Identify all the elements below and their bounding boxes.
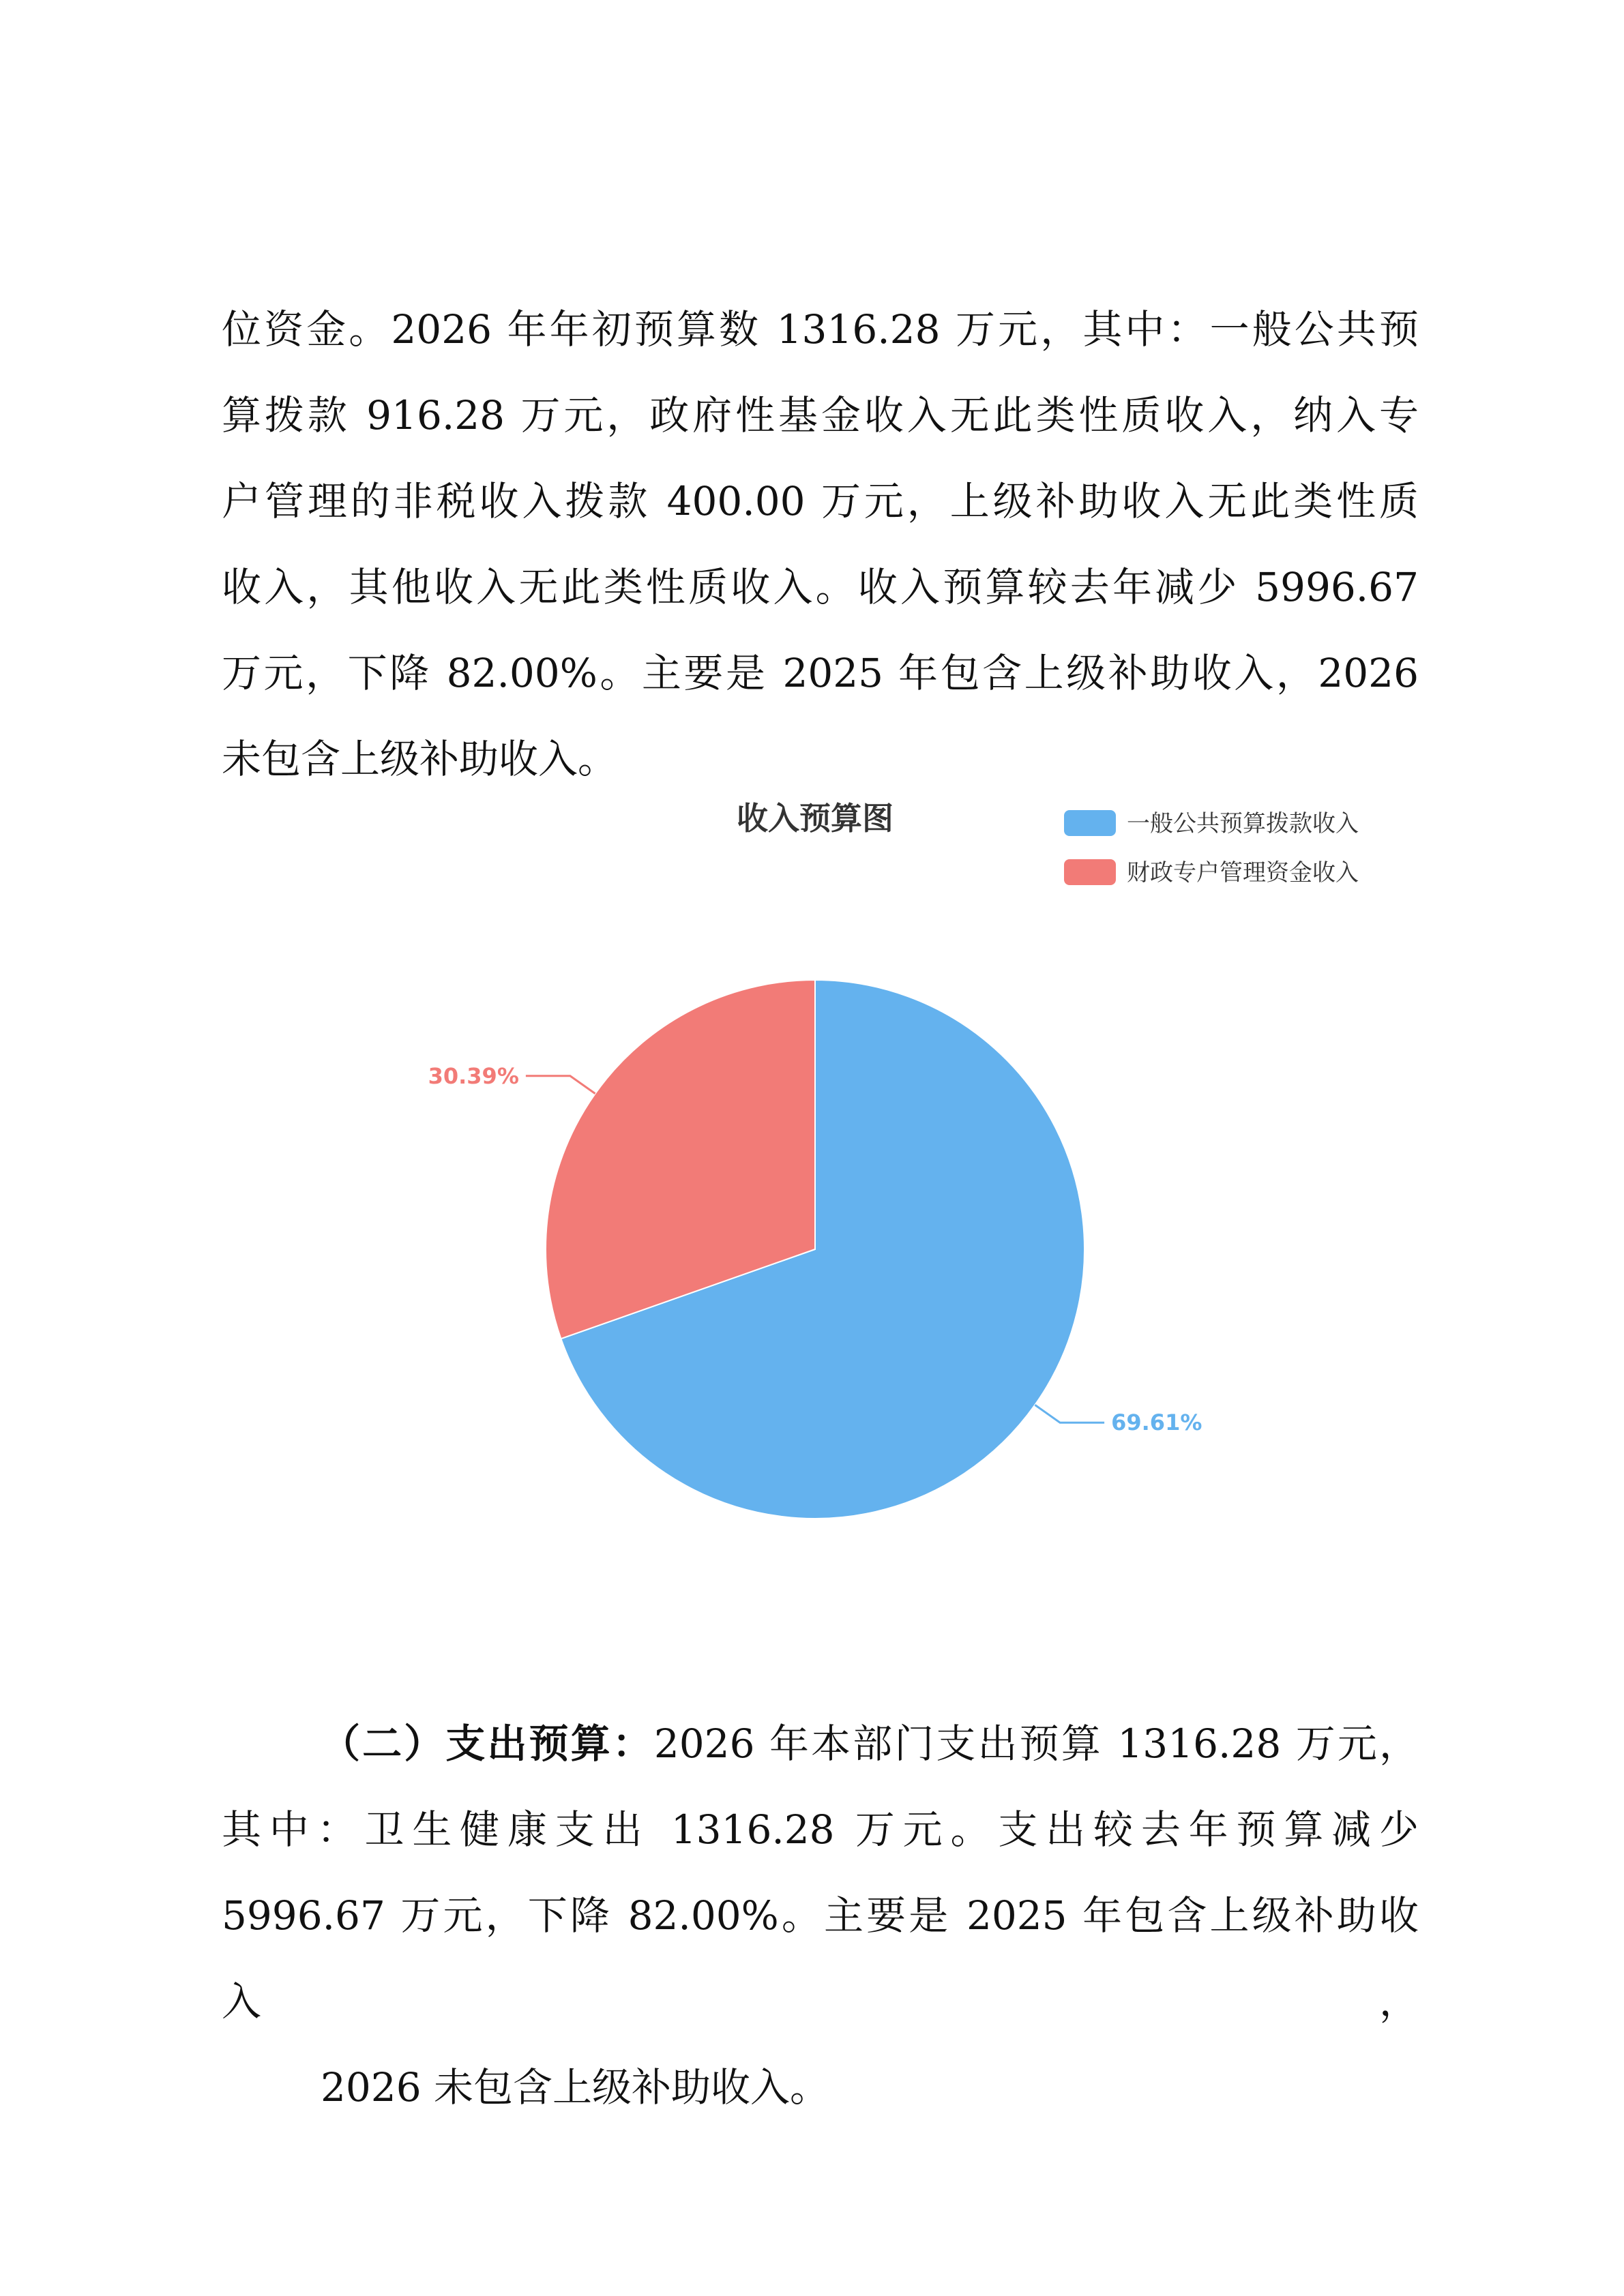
text-line: 算拨款 916.28 万元，政府性基金收入无此类性质收入，纳入专 <box>222 392 1419 438</box>
text-line: 5996.67 万元，下降 82.00%。主要是 2025 年包含上级补助收入， <box>222 1892 1419 2025</box>
pie-slice-label-2: 30.39% <box>428 1062 519 1089</box>
text-line: 2026 年本部门支出预算 1316.28 万元， <box>653 1720 1419 1767</box>
text-line: 位资金。2026 年年初预算数 1316.28 万元，其中：一般公共预 <box>222 306 1419 353</box>
legend-swatch-2 <box>1064 859 1116 885</box>
paragraph-expenditure-budget <box>222 1701 1419 2130</box>
text-line: 其中：卫生健康支出 1316.28 万元。支出较去年预算减少 <box>222 1806 1419 1853</box>
pie-slices <box>546 980 1084 1519</box>
legend-label-1: 一般公共预算拨款收入 <box>1127 810 1359 837</box>
income-budget-pie-chart <box>0 784 1624 1568</box>
legend-swatch-1 <box>1064 810 1116 836</box>
legend-label-2: 财政专户管理资金收入 <box>1127 859 1359 886</box>
paragraph-income-budget <box>222 286 1419 802</box>
text-line: 收入，其他收入无此类性质收入。收入预算较去年减少 5996.67 <box>222 564 1419 610</box>
text-line: 未包含上级补助收入。 <box>222 736 618 782</box>
text-line: 万元，下降 82.00%。主要是 2025 年包含上级补助收入，2026 <box>222 650 1419 696</box>
pie-leader-line-2 <box>526 1076 595 1094</box>
chart-title: 收入预算图 <box>737 800 894 837</box>
text-line: 2026 未包含上级补助收入。 <box>321 2064 830 2111</box>
pie-leader-line-1 <box>1035 1405 1104 1422</box>
chart-legend <box>1064 810 1359 886</box>
text-line: 户管理的非税收入拨款 400.00 万元，上级补助收入无此类性质 <box>222 478 1419 524</box>
pie-slice-label-1: 69.61% <box>1111 1410 1202 1436</box>
section-heading: （二）支出预算： <box>321 1720 654 1767</box>
